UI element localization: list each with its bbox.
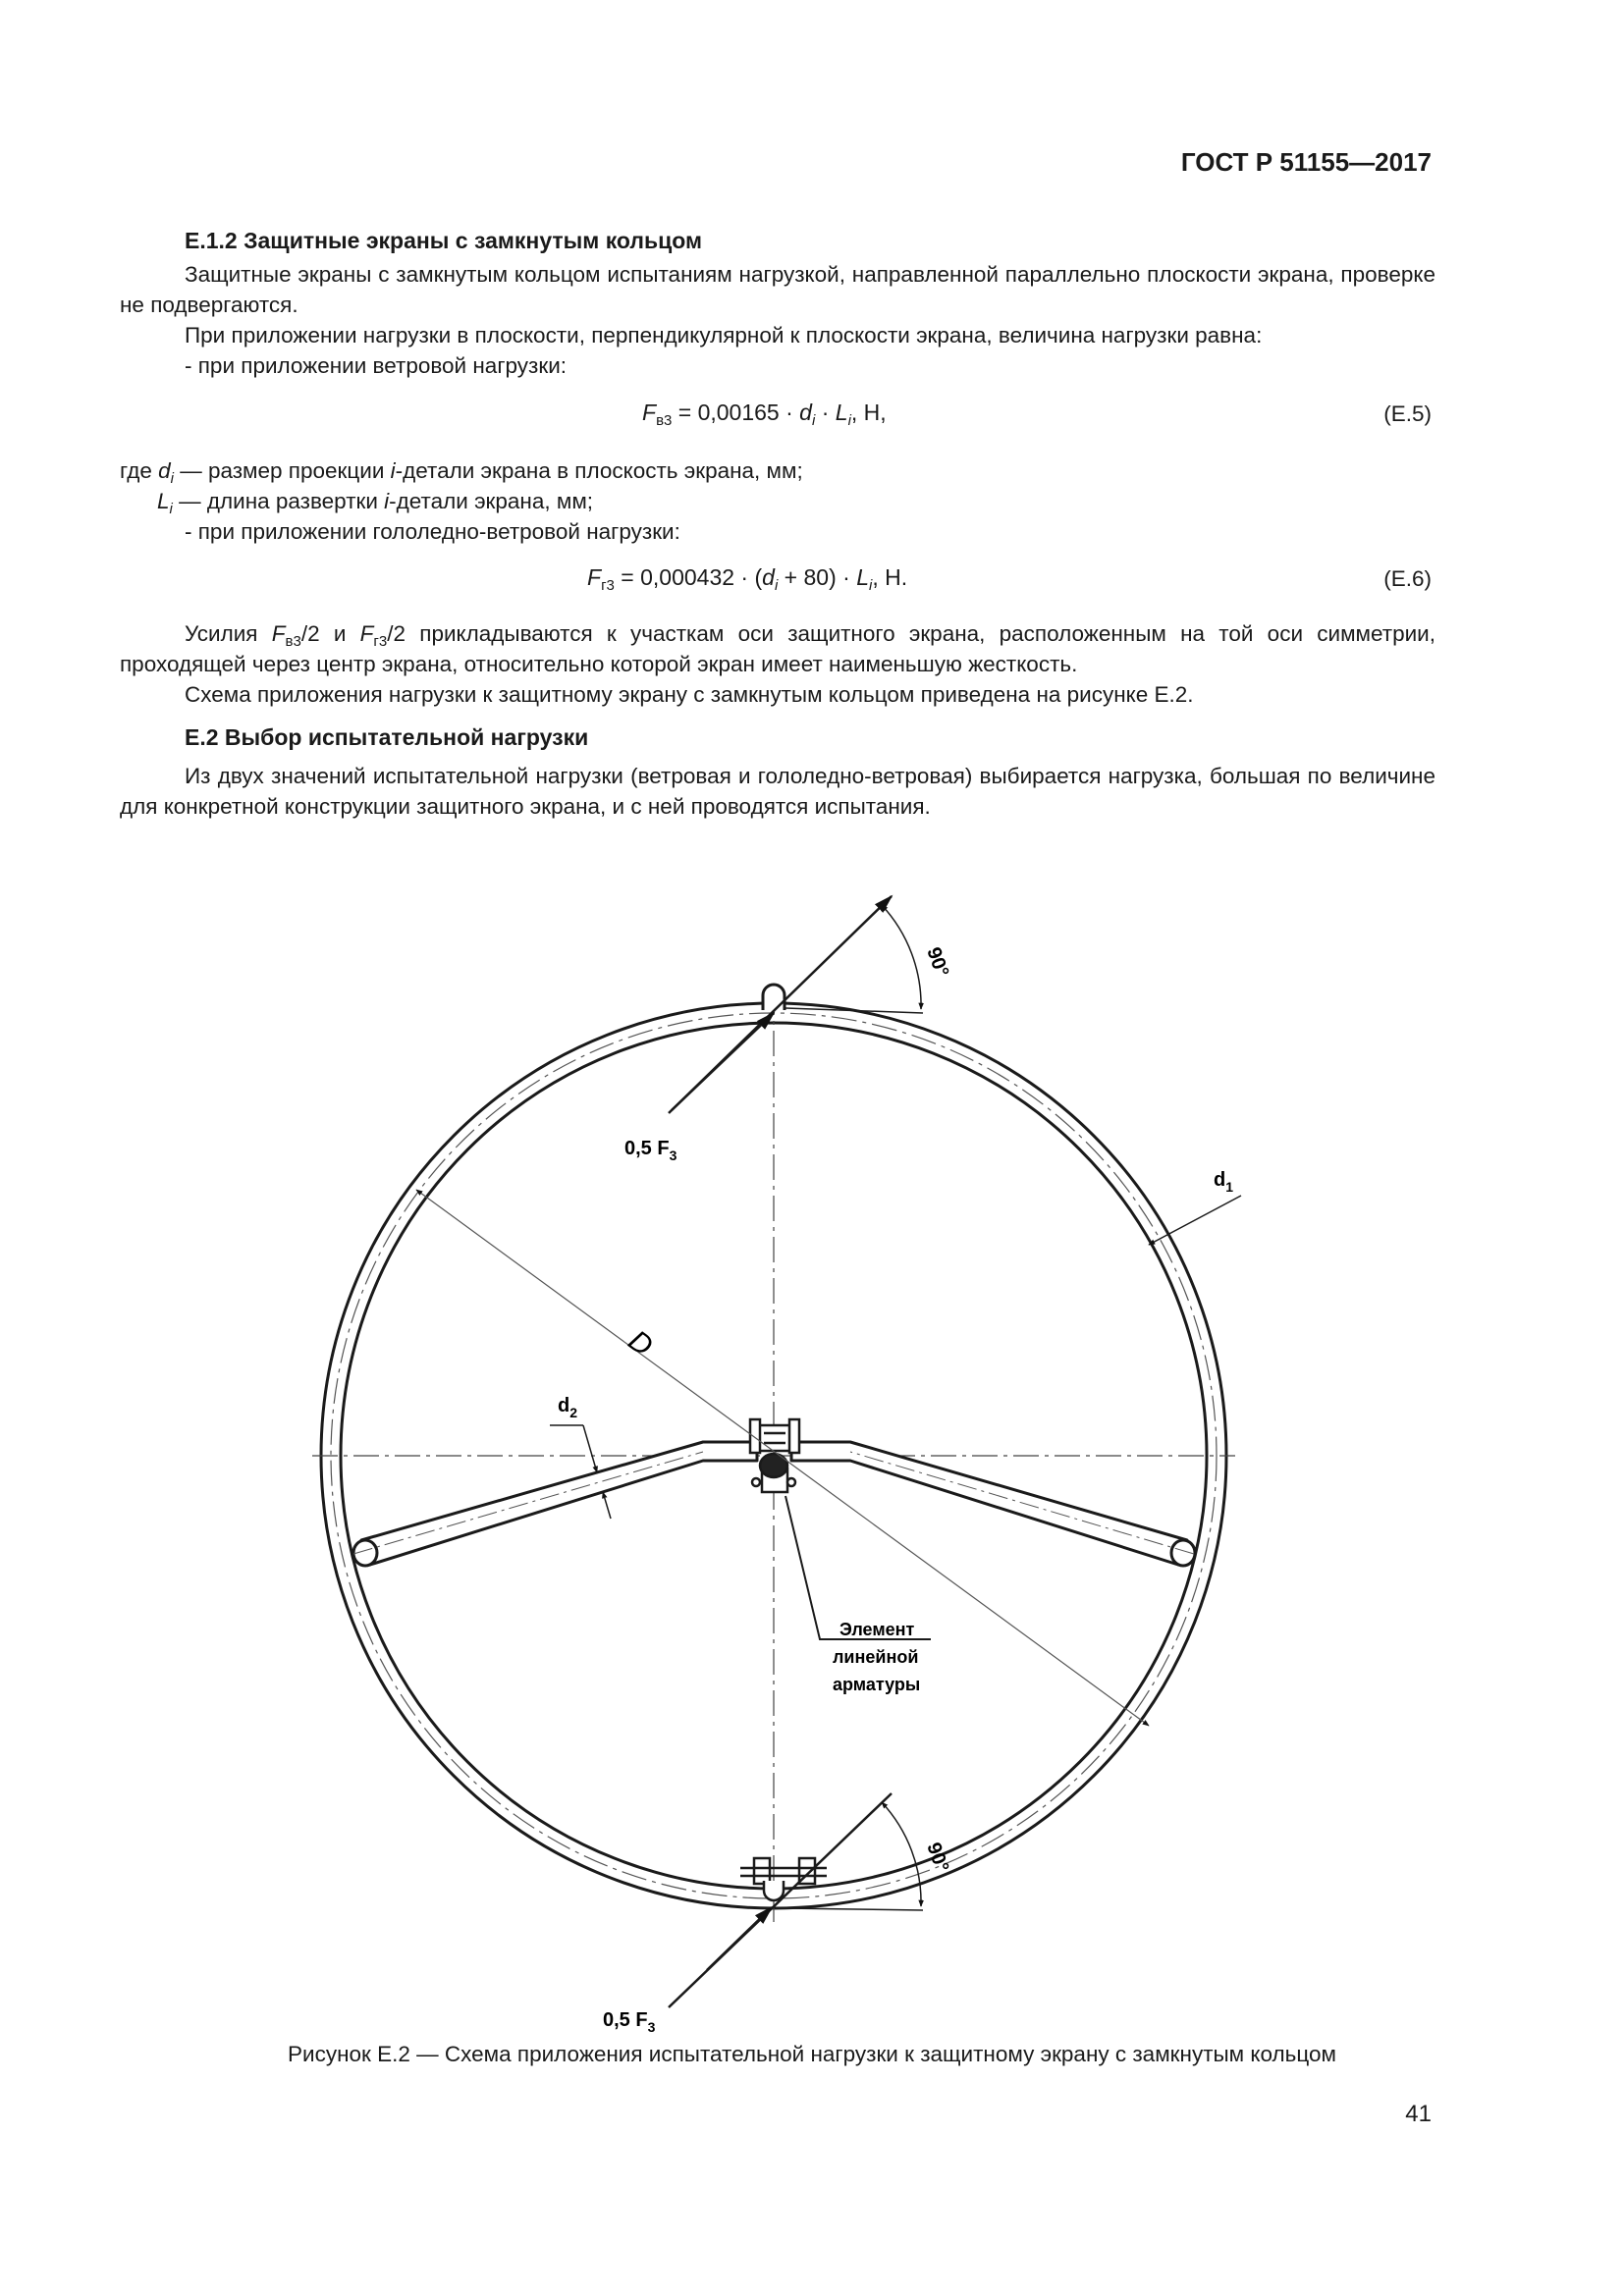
d2-leader-lower: [603, 1492, 611, 1519]
element-label-line1: Элемент: [839, 1620, 915, 1639]
where-d: где $d_i$ — размер проекции i-детали экрана в плоскость экрана, мм;: [120, 458, 803, 487]
top-tangent-ext: [785, 1008, 923, 1013]
paragraph-e12-1: Защитные экраны с замкнутым кольцом испытаниям нагрузкой, направленной параллельно плоскости экрана, проверке не подвергаются.: [120, 262, 1435, 317]
formula-e5: $F_{в3} = 0,00165 \cdot d_i \cdot L_i$, Н,: [642, 400, 887, 429]
element-leader: [785, 1496, 931, 1639]
where-l: $L_i$ — длина развертки i-детали экрана, мм;: [157, 489, 594, 517]
top-force-label: 0,5 $F_3$: [624, 1138, 677, 1163]
diameter-dimension: [416, 1190, 1149, 1726]
bottom-angle-label: 90°: [922, 1840, 953, 1876]
element-label-line3: арматуры: [833, 1675, 921, 1694]
section-e12-title: Е.1.2 Защитные экраны с замкнутым кольцом: [185, 228, 703, 253]
document-id: ГОСТ Р 51155—2017: [1180, 147, 1432, 177]
element-label-line2: линейной: [833, 1647, 919, 1667]
spoke-left: [361, 1442, 757, 1565]
top-angle-label: 90°: [922, 944, 953, 981]
paragraph-e12-4: - при приложении гололедно-ветровой нагрузки:: [185, 519, 680, 544]
figure-caption: Рисунок Е.2 — Схема приложения испытательной нагрузки к защитному экрану с замкнутым кольцом: [288, 2042, 1336, 2066]
bottom-force-label: 0,5 $F_3$: [603, 2009, 656, 2035]
paragraph-e12-2: При приложении нагрузки в плоскости, перпендикулярной к плоскости экрана, величина нагрузки равна:: [185, 323, 1263, 347]
formula-e6-number: (Е.6): [1383, 566, 1432, 591]
section-e2-title: Е.2 Выбор испытательной нагрузки: [185, 724, 589, 750]
d2-label: $d_2$: [558, 1395, 578, 1420]
page-number: 41: [1405, 2101, 1432, 2127]
top-angle-arc: [882, 905, 921, 1009]
d1-label: $d_1$: [1214, 1169, 1234, 1195]
bottom-force-arrow: [707, 1907, 772, 1970]
paragraph-e12-6: Схема приложения нагрузки к защитному экрану с замкнутым кольцом приведена на рисунке Е.2.: [185, 682, 1194, 707]
diameter-label: D: [622, 1323, 659, 1363]
top-force-arrow: [672, 1013, 774, 1110]
spoke-right: [791, 1442, 1187, 1565]
bottom-fitting: [740, 1858, 827, 1900]
formula-e5-number: (Е.5): [1383, 401, 1432, 426]
formula-e6: $F_{г3} = 0,000432 \cdot (d_i + 80) \cdot L_i$, Н.: [587, 564, 908, 594]
paragraph-e12-5: Усилия $F_{в3}/2$ и $F_{г3}/2$ прикладываются к участкам оси защитного экрана, расположенным на той оси симметрии, проходящей через центр экрана, относительно которой экран имеет наименьшую жесткость.: [120, 621, 1435, 676]
d2-leader: [583, 1425, 597, 1472]
d1-leader: [1149, 1196, 1241, 1245]
top-load-lug: [763, 985, 785, 1010]
bottom-tangent-ext: [784, 1908, 923, 1910]
paragraph-e12-3: - при приложении ветровой нагрузки:: [185, 353, 568, 378]
paragraph-e2-1: Из двух значений испытательной нагрузки (ветровая и гололедно-ветровая) выбирается нагрузка, большая по величине для конкретной конструкции защитного экрана, и с ней проводятся испытания.: [120, 764, 1435, 819]
